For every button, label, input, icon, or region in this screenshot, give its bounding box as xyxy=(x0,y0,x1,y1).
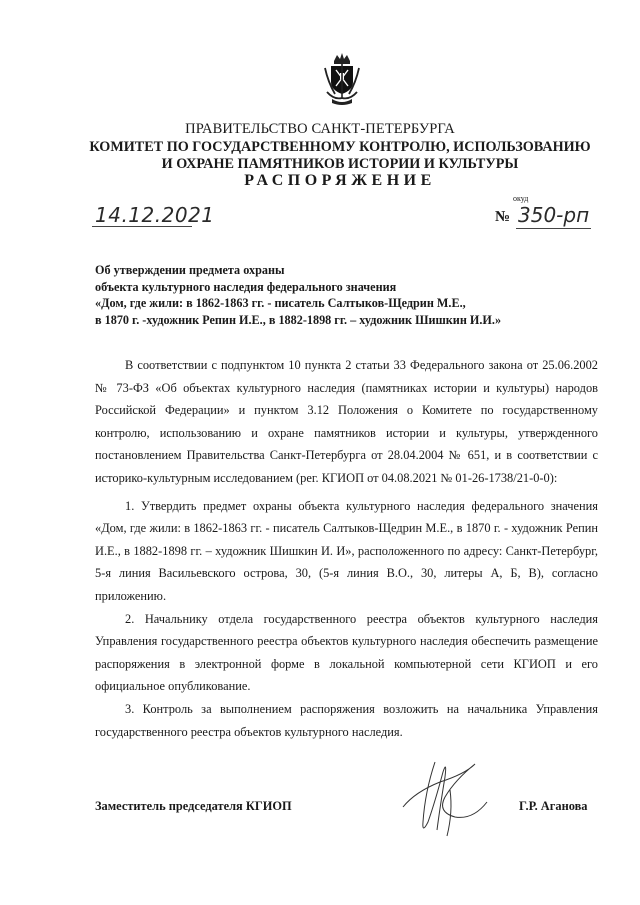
document-body xyxy=(95,354,598,743)
document-subject xyxy=(95,262,595,328)
document-type-title: РАСПОРЯЖЕНИЕ xyxy=(244,172,436,189)
number-sign: № xyxy=(495,209,511,225)
signatory-name: Г.Р. Аганова xyxy=(519,799,588,813)
document-date: 14.12.2021 xyxy=(95,203,215,227)
subject-line: объекта культурного наследия федерального значения xyxy=(95,279,397,294)
government-name: ПРАВИТЕЛЬСТВО САНКТ-ПЕТЕРБУРГА xyxy=(185,121,455,137)
handwritten-signature xyxy=(395,752,495,842)
document-number: 350-рп xyxy=(518,203,590,227)
committee-name-line1: КОМИТЕТ ПО ГОСУДАРСТВЕННОМУ КОНТРОЛЮ, ИСПОЛЬЗОВАНИЮ xyxy=(89,139,591,155)
number-underline xyxy=(516,228,591,229)
okud-label: окуд xyxy=(513,194,529,203)
committee-name xyxy=(0,139,640,173)
signatory-position: Заместитель председателя КГИОП xyxy=(95,799,292,813)
coat-of-arms-emblem xyxy=(322,52,362,107)
date-underline xyxy=(92,226,192,227)
order-item-1: 1. Утвердить предмет охраны объекта культурного наследия федерального значения «Дом, где жили: в 1862-1863 гг. - писатель Салтыков-Щедрин М.Е., в 1870 г. - художник Репин И.Е., в 1882-1898 гг. – художник Шишкин И. И», расположенного по адресу: Санкт-Петербург, 5-я линия Васильевского острова, 30, (5-я линия В.О., 30, литеры А, Б, В), согласно приложению. xyxy=(95,498,598,603)
subject-line: «Дом, где жили: в 1862-1863 гг. - писатель Салтыков-Щедрин М.Е., xyxy=(95,296,466,310)
order-item-3: 3. Контроль за выполнением распоряжения возложить на начальника Управления государственного реестра объектов культурного наследия. xyxy=(95,701,598,739)
committee-name-line2: И ОХРАНЕ ПАМЯТНИКОВ ИСТОРИИ И КУЛЬТУРЫ xyxy=(161,156,519,172)
order-item-2: 2. Начальнику отдела государственного реестра объектов культурного наследия Управления государственного реестра объектов культурного наследия обеспечить размещение распоряжения в электронной форме в локальной компьютерной сети КГИОП и его официальное опубликование. xyxy=(95,611,598,694)
preamble-paragraph: В соответствии с подпунктом 10 пункта 2 статьи 33 Федерального закона от 25.06.2002 № 73-ФЗ «Об объектах культурного наследия (памятниках истории и культуры) народов Российской Федерации» и пунктом 3.12 Положения о Комитете по государственному контролю, использованию и охране памятников истории и культуры, утвержденного постановлением Правительства Санкт-Петербурга от 28.04.2004 № 651, и в соответствии с историко-культурным исследованием (рег. КГИОП от 04.08.2021 № 01-26-1738/21-0-0): xyxy=(95,358,598,485)
subject-line: в 1870 г. -художник Репин И.Е., в 1882-1898 гг. – художник Шишкин И.И.» xyxy=(95,312,502,327)
subject-line: Об утверждении предмета охраны xyxy=(95,263,285,277)
